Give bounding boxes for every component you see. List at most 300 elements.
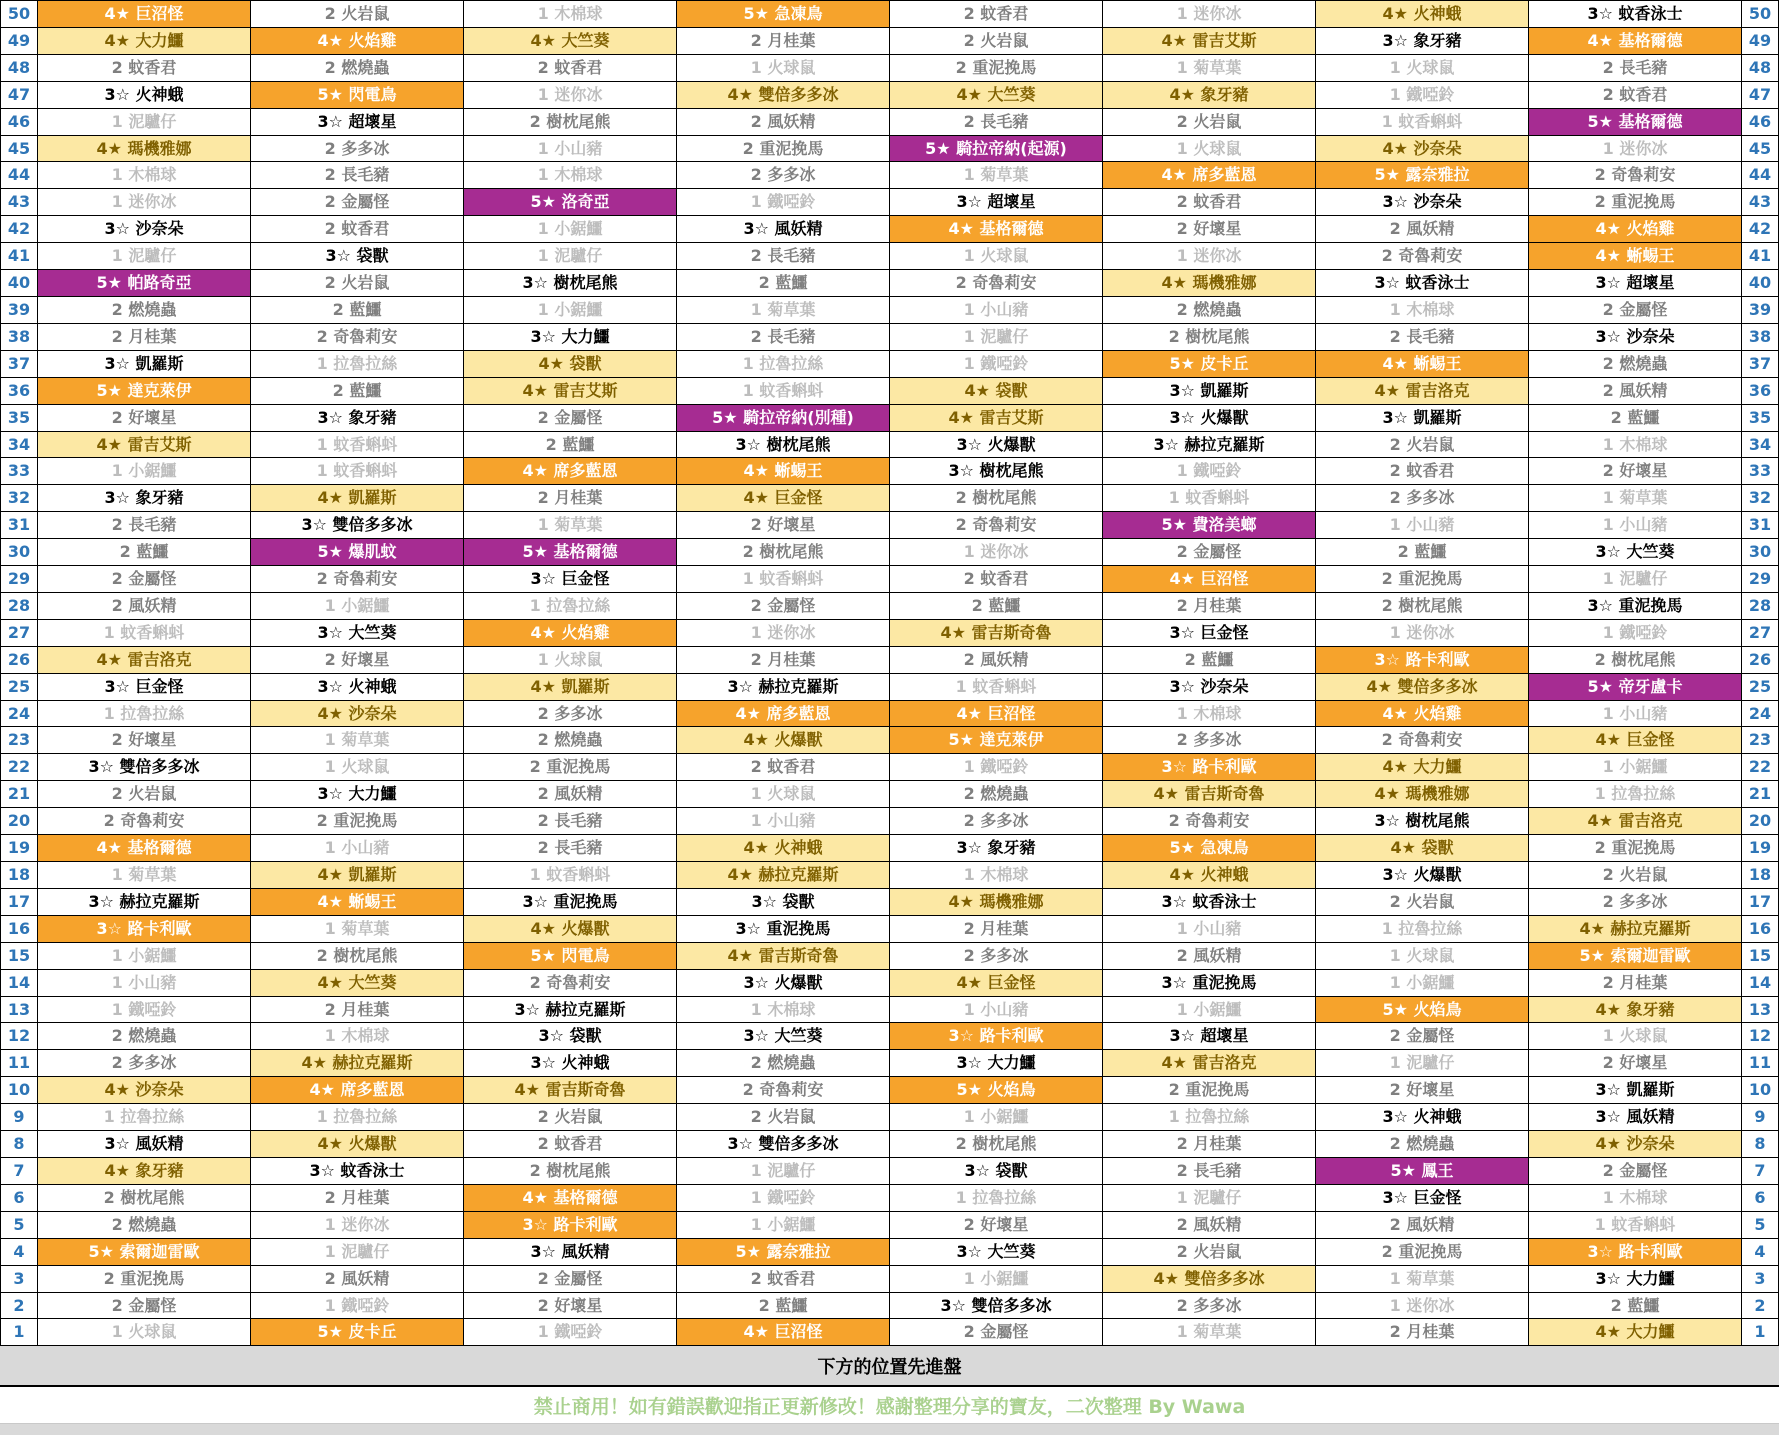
grid-cell: 3☆ 赫拉克羅斯 (1103, 431, 1316, 458)
table-row (1, 323, 1779, 350)
grid-cell: 1 菊草葉 (251, 915, 464, 942)
row-number-right: 37 (1742, 350, 1779, 377)
grid-cell: 4★ 雷吉斯奇魯 (464, 1077, 677, 1104)
grid-cell: 2 長毛豬 (1103, 1157, 1316, 1184)
row-number-left: 13 (1, 996, 38, 1023)
grid-cell: 2 奇魯莉安 (1529, 162, 1742, 189)
grid-cell: 4★ 凱羅斯 (464, 673, 677, 700)
grid-cell: 5★ 皮卡丘 (251, 1319, 464, 1346)
grid-cell: 1 小鋸鱷 (464, 296, 677, 323)
grid-cell: 1 火球鼠 (677, 54, 890, 81)
table-row (1, 350, 1779, 377)
table-row (1, 1265, 1779, 1292)
table-row (1, 727, 1779, 754)
grid-cell: 4★ 雷吉洛克 (1103, 1050, 1316, 1077)
grid-cell: 1 小山豬 (890, 296, 1103, 323)
grid-cell: 3☆ 巨金怪 (1316, 1184, 1529, 1211)
grid-cell: 3☆ 象牙豬 (890, 835, 1103, 862)
grid-cell: 3☆ 路卡利歐 (890, 1023, 1103, 1050)
grid-cell: 1 拉魯拉絲 (251, 1104, 464, 1131)
grid-cell: 2 風妖精 (890, 646, 1103, 673)
row-number-left: 23 (1, 727, 38, 754)
grid-cell: 3☆ 象牙豬 (1316, 27, 1529, 54)
row-number-left: 4 (1, 1238, 38, 1265)
grid-cell: 4★ 瑪機雅娜 (1103, 270, 1316, 297)
grid-cell: 2 藍鱷 (677, 1292, 890, 1319)
grid-cell: 5★ 閃電鳥 (464, 942, 677, 969)
grid-cell: 3☆ 大竺葵 (890, 1238, 1103, 1265)
row-number-left: 41 (1, 243, 38, 270)
grid-cell: 2 金屬怪 (890, 1319, 1103, 1346)
grid-cell: 3☆ 火爆獸 (890, 431, 1103, 458)
grid-cell: 2 月桂葉 (38, 323, 251, 350)
grid-cell: 2 月桂葉 (677, 27, 890, 54)
table-row (1, 781, 1779, 808)
grid-cell: 2 月桂葉 (1103, 592, 1316, 619)
grid-cell: 3☆ 重泥挽馬 (677, 915, 890, 942)
grid-cell: 2 月桂葉 (1316, 1319, 1529, 1346)
grid-cell: 2 蚊香君 (1529, 81, 1742, 108)
grid-cell: 2 金屬怪 (38, 1292, 251, 1319)
grid-cell: 1 火球鼠 (1103, 135, 1316, 162)
grid-cell: 1 木棉球 (464, 1, 677, 28)
row-number-left: 37 (1, 350, 38, 377)
grid-cell: 2 月桂葉 (464, 485, 677, 512)
grid-cell: 4★ 凱羅斯 (251, 485, 464, 512)
row-number-left: 18 (1, 862, 38, 889)
grid-cell: 2 風妖精 (1529, 377, 1742, 404)
grid-cell: 3☆ 重泥挽馬 (1103, 969, 1316, 996)
grid-cell: 2 火岩鼠 (1529, 862, 1742, 889)
grid-cell: 1 鐵啞鈴 (1529, 619, 1742, 646)
grid-cell: 2 奇魯莉安 (1103, 808, 1316, 835)
grid-cell: 2 奇魯莉安 (251, 566, 464, 593)
grid-cell: 4★ 席多藍恩 (677, 700, 890, 727)
grid-cell: 1 菊草葉 (890, 162, 1103, 189)
grid-cell: 4★ 瑪機雅娜 (38, 135, 251, 162)
row-number-right: 6 (1742, 1184, 1779, 1211)
grid-cell: 2 金屬怪 (38, 566, 251, 593)
grid-cell: 1 蚊香蝌蚪 (890, 673, 1103, 700)
grid-cell: 4★ 火爆獸 (677, 727, 890, 754)
grid-cell: 2 奇魯莉安 (38, 808, 251, 835)
grid-cell: 2 藍鱷 (1529, 404, 1742, 431)
grid-cell: 1 迷你冰 (1316, 1292, 1529, 1319)
grid-cell: 1 拉魯拉絲 (38, 1104, 251, 1131)
grid-cell: 2 奇魯莉安 (890, 512, 1103, 539)
row-number-left: 45 (1, 135, 38, 162)
grid-cell: 1 菊草葉 (1103, 1319, 1316, 1346)
table-row (1, 888, 1779, 915)
grid-cell: 5★ 閃電鳥 (251, 81, 464, 108)
grid-cell: 5★ 索爾迦雷歐 (1529, 942, 1742, 969)
grid-cell: 2 燃燒蟲 (38, 1211, 251, 1238)
grid-cell: 2 蚊香君 (1103, 189, 1316, 216)
grid-cell: 3☆ 大竺葵 (1529, 539, 1742, 566)
grid-cell: 3☆ 沙奈朵 (1316, 189, 1529, 216)
grid-cell: 2 好壞星 (464, 1292, 677, 1319)
row-number-right: 5 (1742, 1211, 1779, 1238)
row-number-right: 41 (1742, 243, 1779, 270)
row-number-left: 16 (1, 915, 38, 942)
grid-cell: 1 木棉球 (38, 162, 251, 189)
grid-cell: 2 好壞星 (1529, 458, 1742, 485)
grid-cell: 2 火岩鼠 (1316, 431, 1529, 458)
grid-cell: 2 樹枕尾熊 (38, 1184, 251, 1211)
grid-cell: 2 多多冰 (251, 135, 464, 162)
grid-cell: 1 拉魯拉絲 (1103, 1104, 1316, 1131)
table-row (1, 996, 1779, 1023)
grid-cell: 2 樹枕尾熊 (890, 485, 1103, 512)
grid-cell: 3☆ 路卡利歐 (1529, 1238, 1742, 1265)
grid-cell: 4★ 雷吉洛克 (1316, 377, 1529, 404)
grid-cell: 2 樹枕尾熊 (251, 942, 464, 969)
grid-cell: 4★ 蜥蜴王 (1529, 243, 1742, 270)
grid-cell: 4★ 雷吉艾斯 (890, 404, 1103, 431)
row-number-right: 22 (1742, 754, 1779, 781)
row-number-left: 49 (1, 27, 38, 54)
grid-cell: 2 長毛豬 (677, 323, 890, 350)
grid-cell: 1 木棉球 (1529, 431, 1742, 458)
table-row (1, 377, 1779, 404)
grid-cell: 4★ 火焰雞 (464, 619, 677, 646)
grid-cell: 4★ 雷吉斯奇魯 (890, 619, 1103, 646)
grid-cell: 4★ 火爆獸 (464, 915, 677, 942)
grid-cell: 2 重泥挽馬 (1529, 189, 1742, 216)
row-number-right: 3 (1742, 1265, 1779, 1292)
grid-cell: 4★ 雙倍多多冰 (677, 81, 890, 108)
grid-cell: 2 長毛豬 (251, 162, 464, 189)
grid-cell: 4★ 袋獸 (1316, 835, 1529, 862)
grid-cell: 4★ 雷吉艾斯 (38, 431, 251, 458)
grid-cell: 3☆ 超壞星 (251, 108, 464, 135)
grid-cell: 1 泥驢仔 (38, 108, 251, 135)
row-number-left: 43 (1, 189, 38, 216)
row-number-left: 28 (1, 592, 38, 619)
grid-cell: 2 樹枕尾熊 (1529, 646, 1742, 673)
grid-cell: 2 好壞星 (1316, 1077, 1529, 1104)
grid-cell: 4★ 沙奈朵 (1529, 1131, 1742, 1158)
grid-cell: 1 小鋸鱷 (38, 458, 251, 485)
grid-cell: 4★ 席多藍恩 (251, 1077, 464, 1104)
grid-cell: 4★ 基格爾德 (890, 216, 1103, 243)
row-number-right: 4 (1742, 1238, 1779, 1265)
grid-cell: 3☆ 風妖精 (464, 1238, 677, 1265)
table-row (1, 162, 1779, 189)
grid-cell: 1 菊草葉 (1103, 54, 1316, 81)
row-number-right: 8 (1742, 1131, 1779, 1158)
grid-cell: 2 月桂葉 (1529, 969, 1742, 996)
grid-cell: 5★ 露奈雅拉 (677, 1238, 890, 1265)
grid-cell: 1 小山豬 (38, 969, 251, 996)
grid-cell: 1 小鋸鱷 (464, 216, 677, 243)
grid-cell: 2 風妖精 (1103, 1211, 1316, 1238)
grid-cell: 3☆ 風妖精 (677, 216, 890, 243)
row-number-left: 1 (1, 1319, 38, 1346)
grid-cell: 2 金屬怪 (1529, 296, 1742, 323)
grid-cell: 3☆ 凱羅斯 (1316, 404, 1529, 431)
grid-cell: 1 泥驢仔 (890, 323, 1103, 350)
grid-cell: 4★ 火神蛾 (1103, 862, 1316, 889)
grid-cell: 2 多多冰 (1103, 1292, 1316, 1319)
grid-cell: 1 拉魯拉絲 (251, 350, 464, 377)
grid-cell: 3☆ 沙奈朵 (1103, 673, 1316, 700)
row-number-right: 13 (1742, 996, 1779, 1023)
table-row (1, 592, 1779, 619)
grid-cell: 1 蚊香蝌蚪 (1529, 1211, 1742, 1238)
row-number-left: 3 (1, 1265, 38, 1292)
grid-cell: 1 小山豬 (1529, 700, 1742, 727)
row-number-right: 7 (1742, 1157, 1779, 1184)
grid-cell: 1 鐵啞鈴 (464, 1319, 677, 1346)
grid-cell: 1 迷你冰 (1529, 135, 1742, 162)
row-number-left: 19 (1, 835, 38, 862)
row-number-right: 29 (1742, 566, 1779, 593)
grid-cell: 3☆ 凱羅斯 (38, 350, 251, 377)
table-row (1, 1023, 1779, 1050)
grid-cell: 1 小鋸鱷 (1529, 754, 1742, 781)
grid-cell: 2 風妖精 (464, 781, 677, 808)
grid-cell: 2 風妖精 (38, 592, 251, 619)
grid-cell: 1 小鋸鱷 (1316, 969, 1529, 996)
row-number-left: 14 (1, 969, 38, 996)
grid-cell: 4★ 雷吉艾斯 (464, 377, 677, 404)
grid-cell: 2 好壞星 (677, 512, 890, 539)
row-number-right: 34 (1742, 431, 1779, 458)
row-number-left: 27 (1, 619, 38, 646)
grid-cell: 5★ 火焰鳥 (890, 1077, 1103, 1104)
row-number-right: 39 (1742, 296, 1779, 323)
row-number-right: 2 (1742, 1292, 1779, 1319)
row-number-left: 31 (1, 512, 38, 539)
table-row (1, 673, 1779, 700)
row-number-right: 12 (1742, 1023, 1779, 1050)
grid-cell: 2 重泥挽馬 (890, 54, 1103, 81)
row-number-right: 21 (1742, 781, 1779, 808)
grid-cell: 2 火岩鼠 (1103, 1238, 1316, 1265)
grid-cell: 1 菊草葉 (38, 862, 251, 889)
table-row (1, 942, 1779, 969)
grid-cell: 4★ 蜥蜴王 (251, 888, 464, 915)
grid-cell: 3☆ 沙奈朵 (1529, 323, 1742, 350)
row-number-right: 1 (1742, 1319, 1779, 1346)
grid-cell: 2 樹枕尾熊 (464, 1157, 677, 1184)
table-row (1, 915, 1779, 942)
grid-cell: 1 蚊香蝌蚪 (251, 431, 464, 458)
grid-cell: 3☆ 火爆獸 (1103, 404, 1316, 431)
grid-cell: 2 火岩鼠 (677, 1104, 890, 1131)
grid-cell: 3☆ 火神蛾 (38, 81, 251, 108)
grid-cell: 2 重泥挽馬 (1316, 566, 1529, 593)
grid-cell: 1 小山豬 (890, 996, 1103, 1023)
grid-cell: 4★ 火神蛾 (677, 835, 890, 862)
table-row (1, 54, 1779, 81)
grid-cell: 1 小鋸鱷 (1103, 996, 1316, 1023)
grid-cell: 3☆ 巨金怪 (464, 566, 677, 593)
grid-cell: 2 長毛豬 (1529, 54, 1742, 81)
grid-cell: 1 泥驢仔 (38, 243, 251, 270)
table-row (1, 216, 1779, 243)
grid-cell: 1 火球鼠 (38, 1319, 251, 1346)
row-number-left: 35 (1, 404, 38, 431)
row-number-left: 33 (1, 458, 38, 485)
grid-cell: 2 蚊香君 (38, 54, 251, 81)
row-number-left: 34 (1, 431, 38, 458)
grid-cell: 1 鐵啞鈴 (677, 189, 890, 216)
grid-cell: 2 多多冰 (1316, 485, 1529, 512)
row-number-right: 18 (1742, 862, 1779, 889)
position-note: 下方的位置先進盤 (0, 1346, 1779, 1387)
grid-cell: 4★ 大力鱷 (1529, 1319, 1742, 1346)
table-row (1, 135, 1779, 162)
grid-cell: 4★ 基格爾德 (38, 835, 251, 862)
grid-cell: 2 重泥挽馬 (38, 1265, 251, 1292)
row-number-right: 28 (1742, 592, 1779, 619)
grid-cell: 1 小山豬 (677, 808, 890, 835)
grid-cell: 3☆ 袋獸 (251, 243, 464, 270)
grid-cell: 3☆ 樹枕尾熊 (1316, 808, 1529, 835)
grid-cell: 2 多多冰 (464, 700, 677, 727)
table-row (1, 27, 1779, 54)
grid-cell: 2 燃燒蟲 (38, 1023, 251, 1050)
grid-cell: 2 金屬怪 (464, 404, 677, 431)
grid-cell: 3☆ 大竺葵 (677, 1023, 890, 1050)
grid-cell: 3☆ 重泥挽馬 (1529, 592, 1742, 619)
grid-cell: 2 蚊香君 (464, 54, 677, 81)
grid-cell: 4★ 象牙豬 (1529, 996, 1742, 1023)
grid-cell: 1 泥驢仔 (1529, 566, 1742, 593)
table-row (1, 404, 1779, 431)
row-number-right: 24 (1742, 700, 1779, 727)
grid-cell: 1 泥驢仔 (464, 243, 677, 270)
grid-cell: 3☆ 象牙豬 (38, 485, 251, 512)
grid-cell: 4★ 大竺葵 (251, 969, 464, 996)
grid-cell: 2 重泥挽馬 (1316, 1238, 1529, 1265)
grid-cell: 2 月桂葉 (251, 1184, 464, 1211)
row-number-right: 15 (1742, 942, 1779, 969)
grid-cell: 3☆ 大力鱷 (1529, 1265, 1742, 1292)
grid-cell: 2 長毛豬 (1316, 323, 1529, 350)
grid-cell: 5★ 騎拉帝納(起源) (890, 135, 1103, 162)
grid-cell: 3☆ 火神蛾 (251, 673, 464, 700)
grid-cell: 2 重泥挽馬 (1529, 835, 1742, 862)
grid-cell: 1 迷你冰 (1316, 619, 1529, 646)
grid-cell: 1 泥驢仔 (1316, 1050, 1529, 1077)
table-row (1, 754, 1779, 781)
grid-cell: 2 藍鱷 (251, 296, 464, 323)
grid-cell: 3☆ 巨金怪 (38, 673, 251, 700)
table-row (1, 1077, 1779, 1104)
grid-cell: 5★ 急凍鳥 (677, 1, 890, 28)
grid-cell: 3☆ 赫拉克羅斯 (464, 996, 677, 1023)
grid-cell: 1 火球鼠 (677, 781, 890, 808)
grid-cell: 1 拉魯拉絲 (1316, 915, 1529, 942)
grid-cell: 1 泥驢仔 (1103, 1184, 1316, 1211)
grid-cell: 3☆ 蚊香泳士 (251, 1157, 464, 1184)
grid-cell: 1 蚊香蝌蚪 (677, 566, 890, 593)
grid-cell: 3☆ 超壞星 (890, 189, 1103, 216)
row-number-right: 10 (1742, 1077, 1779, 1104)
grid-cell: 5★ 基格爾德 (1529, 108, 1742, 135)
grid-cell: 2 燃燒蟲 (464, 727, 677, 754)
grid-cell: 5★ 鳳王 (1316, 1157, 1529, 1184)
grid-cell: 4★ 巨金怪 (677, 485, 890, 512)
grid-cell: 4★ 赫拉克羅斯 (251, 1050, 464, 1077)
row-number-left: 50 (1, 1, 38, 28)
grid-cell: 4★ 沙奈朵 (1316, 135, 1529, 162)
grid-cell: 2 燃燒蟲 (890, 781, 1103, 808)
row-number-left: 17 (1, 888, 38, 915)
grid-cell: 1 拉魯拉絲 (38, 700, 251, 727)
grid-cell: 2 火岩鼠 (38, 781, 251, 808)
grid-cell: 5★ 索爾迦雷歐 (38, 1238, 251, 1265)
table-row (1, 81, 1779, 108)
row-number-right: 26 (1742, 646, 1779, 673)
grid-cell: 2 好壞星 (1103, 216, 1316, 243)
row-number-right: 43 (1742, 189, 1779, 216)
row-number-right: 9 (1742, 1104, 1779, 1131)
table-row (1, 969, 1779, 996)
grid-cell: 3☆ 象牙豬 (251, 404, 464, 431)
row-number-left: 36 (1, 377, 38, 404)
grid-cell: 3☆ 大力鱷 (890, 1050, 1103, 1077)
row-number-left: 20 (1, 808, 38, 835)
grid-cell: 3☆ 袋獸 (464, 1023, 677, 1050)
grid-cell: 2 好壞星 (1529, 1050, 1742, 1077)
grid-cell: 2 藍鱷 (251, 377, 464, 404)
grid-cell: 1 小山豬 (1529, 512, 1742, 539)
grid-cell: 3☆ 火爆獸 (677, 969, 890, 996)
grid-cell: 5★ 爆肌蚊 (251, 539, 464, 566)
grid-cell: 1 鐵啞鈴 (1103, 458, 1316, 485)
row-number-left: 2 (1, 1292, 38, 1319)
row-number-right: 48 (1742, 54, 1779, 81)
grid-cell: 1 迷你冰 (677, 619, 890, 646)
row-number-left: 32 (1, 485, 38, 512)
table-row (1, 1184, 1779, 1211)
grid-cell: 1 鐵啞鈴 (1316, 81, 1529, 108)
grid-cell: 1 拉魯拉絲 (1529, 781, 1742, 808)
row-number-right: 30 (1742, 539, 1779, 566)
table-row (1, 646, 1779, 673)
row-number-right: 23 (1742, 727, 1779, 754)
grid-cell: 2 金屬怪 (1103, 539, 1316, 566)
grid-cell: 3☆ 大力鱷 (251, 781, 464, 808)
grid-cell: 3☆ 超壞星 (1529, 270, 1742, 297)
grid-cell: 4★ 蜥蜴王 (677, 458, 890, 485)
table-row (1, 1157, 1779, 1184)
grid-cell: 2 藍鱷 (890, 592, 1103, 619)
grid-cell: 2 藍鱷 (464, 431, 677, 458)
grid-cell: 2 燃燒蟲 (251, 54, 464, 81)
grid-cell: 3☆ 路卡利歐 (1103, 754, 1316, 781)
row-number-right: 49 (1742, 27, 1779, 54)
grid-cell: 2 奇魯莉安 (677, 1077, 890, 1104)
grid-cell: 1 小山豬 (251, 835, 464, 862)
grid-cell: 1 木棉球 (677, 996, 890, 1023)
table-row (1, 1292, 1779, 1319)
table-row (1, 1211, 1779, 1238)
row-number-left: 46 (1, 108, 38, 135)
table-row (1, 1, 1779, 28)
grid-cell: 1 泥驢仔 (677, 1157, 890, 1184)
table-row (1, 270, 1779, 297)
grid-cell: 4★ 大竺葵 (890, 81, 1103, 108)
row-number-left: 39 (1, 296, 38, 323)
table-row (1, 296, 1779, 323)
grid-cell: 1 蚊香蝌蚪 (1316, 108, 1529, 135)
table-row (1, 243, 1779, 270)
